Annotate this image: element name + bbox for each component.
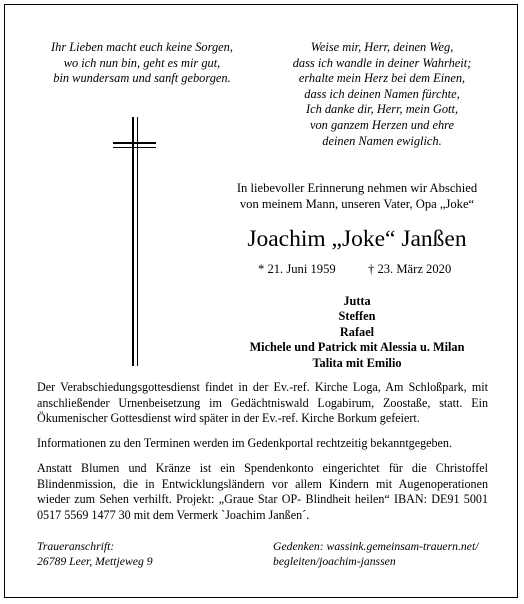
info-paragraph: Informationen zu den Terminen werden im Gedenkportal rechtzeitig bekanntgegeben. — [37, 436, 452, 450]
birth-date: * 21. Juni 1959 — [258, 262, 336, 276]
poem-left-line: Ihr Lieben macht euch keine Sorgen, — [51, 40, 233, 54]
donation-paragraph: Anstatt Blumen und Kränze ist ein Spendenkonto eingerichtet für die Christoffel Blindenmission, die in Entwicklungsländern vor allem Kindern mit Augenoperationen wieder zum Sehen verhilft. Projekt: „Graue Star OP- Blindheit heilen“ IBAN: DE91 5001 0517 5569 1477 30 mit dem Vermerk `Joachim Janßen´. — [37, 461, 488, 522]
poem-right-line: von ganzem Herzen und ehre — [309, 117, 455, 132]
cross-vertical-bar — [132, 117, 134, 366]
poem-right-line: erhalte mein Herz bei dem Einen, — [298, 71, 466, 86]
poem-right-line: dass ich wandle in deiner Wahrheit; — [292, 55, 472, 70]
memorial-link[interactable]: begleiten/joachim-janssen — [273, 555, 396, 568]
address-text: 26789 Leer, Mettjeweg 9 — [37, 555, 153, 568]
poem-right-line: Weise mir, Herr, deinen Weg, — [310, 40, 454, 54]
poem-left-line: wo ich nun bin, geht es mir gut, — [63, 55, 221, 70]
poem-right-line: dass ich deinen Namen fürchte, — [304, 86, 460, 101]
cross-horizontal-bar — [113, 142, 156, 144]
farewell-intro — [222, 181, 492, 212]
death-date: † 23. März 2020 — [368, 262, 452, 276]
deceased-name: Joachim „Joke“ Janßen — [247, 226, 467, 252]
family-member: Steffen — [338, 309, 376, 324]
family-list — [222, 294, 492, 371]
poem-left-line: bin wundersam und sanft geborgen. — [53, 71, 231, 86]
family-member: Jutta — [343, 294, 371, 308]
service-paragraph: Der Verabschiedungsgottesdienst findet in der Ev.-ref. Kirche Loga, Am Schloßpark, mit anschließender Urnenbeisetzung im Gedächtniswald Logabirum, Zoostaße, statt. Ein Ökumenischer Gottesdienst wird später in der Ev.-ref. Kirche Borkum gefeiert. — [37, 380, 488, 425]
poem-right-line: deinen Namen ewiglich. — [322, 133, 442, 148]
poem-right-line: Ich danke dir, Herr, mein Gott, — [305, 102, 459, 117]
poem-left — [22, 40, 262, 87]
poem-right — [262, 40, 502, 149]
cross-vertical-bar-thin — [137, 117, 138, 366]
family-member: Talita mit Emilio — [312, 355, 402, 370]
address-block — [37, 539, 257, 569]
family-member: Rafael — [339, 324, 375, 339]
address-label: Traueranschrift: — [37, 540, 115, 553]
memorial-block — [273, 539, 508, 569]
cross-horizontal-bar-thin — [113, 147, 156, 148]
intro-line: In liebevoller Erinnerung nehmen wir Abschied — [236, 181, 478, 195]
family-member: Michele und Patrick mit Alessia u. Milan — [249, 340, 465, 355]
memorial-label: Gedenken: wassink.gemeinsam-trauern.net/ — [273, 540, 479, 553]
intro-line: von meinem Mann, unseren Vater, Opa „Joke“ — [239, 196, 475, 211]
